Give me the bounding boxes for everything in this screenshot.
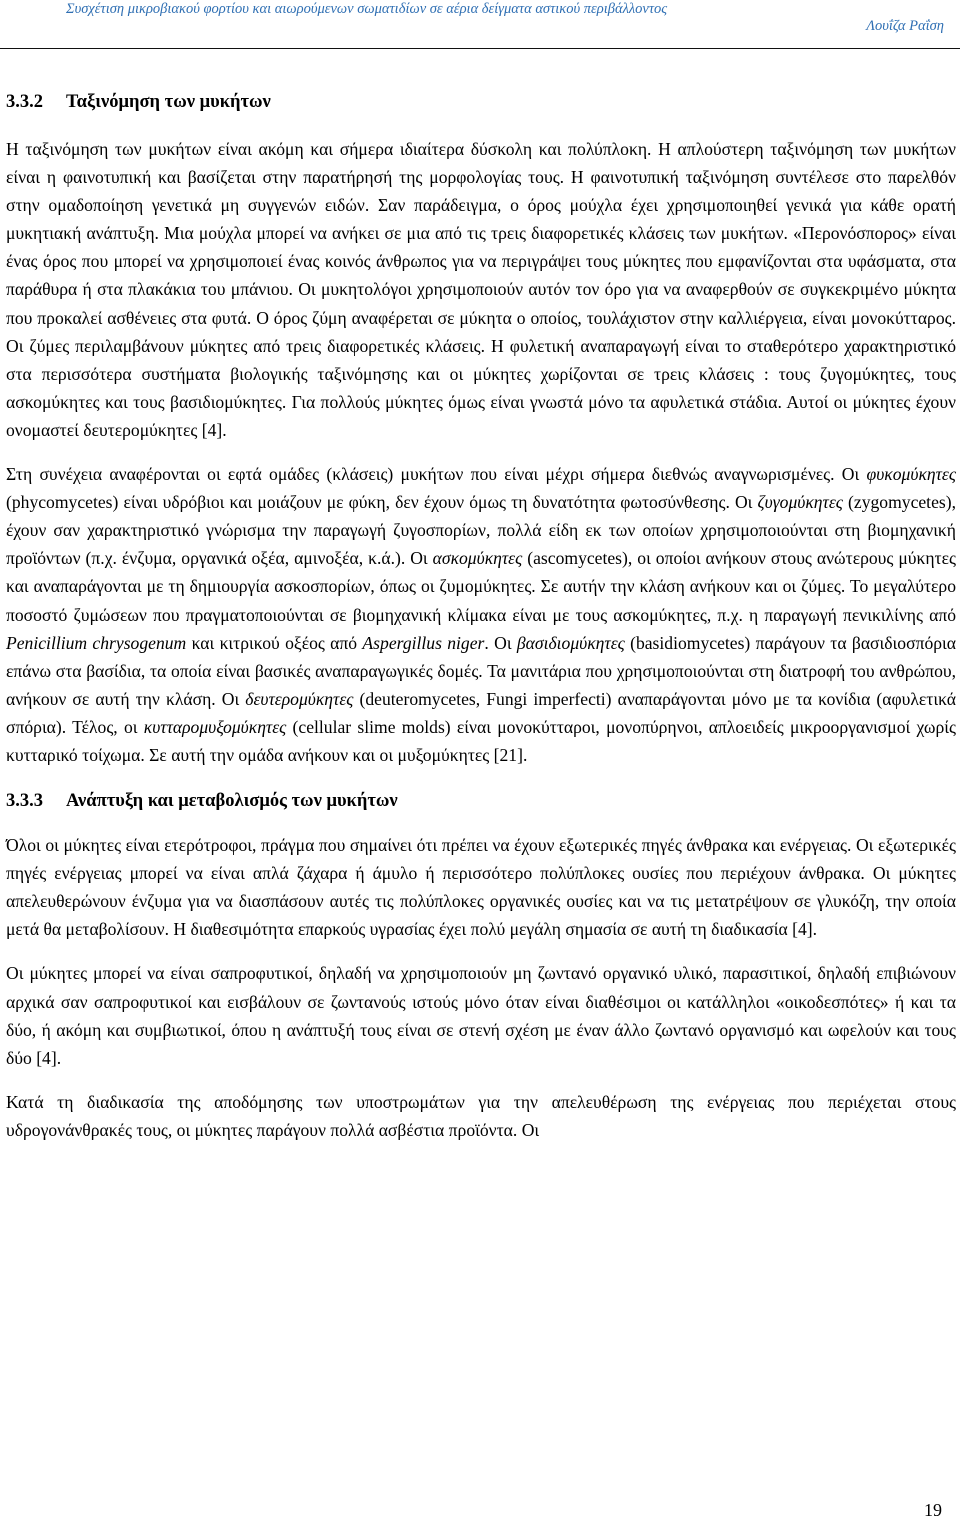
header-rule bbox=[0, 48, 960, 49]
page-number: 19 bbox=[924, 1500, 942, 1520]
paragraph-decomposition: Κατά τη διαδικασία της αποδόμησης των υποστρωμάτων για την απελευθέρωση της ενέργειας που περιέχεται στους υδρογονάνθρακές τους, οι μύκητες παράγουν πολλά ασβέστια προϊόντα. Οι bbox=[6, 1091, 956, 1140]
section-heading-3-3-2 bbox=[6, 88, 956, 116]
section-number: 3.3.3 bbox=[6, 791, 43, 812]
section-number: 3.3.2 bbox=[6, 92, 43, 112]
paragraph-saprophytes: Οι μύκητες μπορεί να είναι σαπροφυτικοί, δηλαδή να χρησιμοποιούν μη ζωντανό οργανικό υλικό, παρασιτικοί, δηλαδή επιβιώνουν αρχικά σαν σαπροφυτικοί και εισβάλουν σε ζωντανούς ιστούς μόνο όταν είναι διαθέσιμοι οι κατάλληλοι «οικοδεσπότες» ή και τα δύο, ή ακόμη και συμβιωτικοί, όπου η ανάπτυξή τους είναι σε στενή σχέση με έναν άλλο ζωντανό οργανισμό και ωφελούν και τους δύο [4]. bbox=[6, 963, 956, 1068]
section-heading-3-3-3 bbox=[6, 787, 956, 815]
running-header-author: Λουΐζα Ραΐση bbox=[866, 18, 944, 34]
running-header-title: Συσχέτιση μικροβιακού φορτίου και αιωρούμενων σωματιδίων σε αέρια δείγματα αστικού περιβάλλοντος bbox=[66, 1, 668, 17]
paragraph-heterotrophs: Όλοι οι μύκητες είναι ετερότροφοι, πράγμα που σημαίνει ότι πρέπει να έχουν εξωτερικές πηγές άνθρακα και ενέργειας. Οι εξωτερικές πηγές ενέργειας μπορεί να είναι απλά ζάχαρα ή άμυλο ή περισσότερο πολύπλοκες ουσίες που περιέχουν άνθρακα. Οι μύκητες απελευθερώνουν ένζυμα για να διασπάσουν αυτές τις πολύπλοκες οργανικές ουσίες και να τις μετατρέψουν σε γλυκόζη, την οποία μετά θα μεταβολίσουν. Η διαθεσιμότητα επαρκούς υγρασίας έχει πολύ μεγάλη σημασία σε αυτή τη διαδικασία [4]. bbox=[6, 835, 956, 940]
section-title: Ταξινόμηση των μυκήτων bbox=[66, 92, 271, 112]
paragraph-fungi-classes: Στη συνέχεια αναφέρονται οι εφτά ομάδες (κλάσεις) μυκήτων που είναι μέχρι σήμερα διεθνώς αναγνωρισμένες. Οι φυκομύκητες (phycomycetes) είναι υδρόβιοι και μοιάζουν με φύκη, δεν έχουν όμως τη δυνατότητα φωτοσύνθεσης. Οι ζυγομύκητες (zygomycetes), έχουν σαν χαρακτηριστικό γνώρισμα την παραγωγή ζυγοσπορίων, πολλά είδη εκ των οποίων χρησιμοποιούνται στη βιομηχανική προϊόντων (π.χ. ένζυμα, οργανικά οξέα, αμινοξέα, κ.ά.). Οι ασκομύκητες (ascomycetes), οι οποίοι ανήκουν στους ανώτερους μύκητες και αναπαράγονται με τη δημιουργία ασκοσπορίων, όπως οι ζυμομύκητες. Σε αυτήν την κλάση ανήκουν και οι ζύμες. Το μεγαλύτερο ποσοστό ζυμώσεων που πραγματοποιούνται σε βιομηχανική κλίμακα είναι με τους ασκομύκητες, π.χ. η παραγωγή πενικιλίνης από Penicillium chrysogenum και κιτρικού οξέος από Aspergillus niger. Οι βασιδιομύκητες (basidiomycetes) παράγουν τα βασιδιοσπόρια επάνω στα βασίδια, τα οποία είναι βασικές αναπαραγωγικές δομές. Τα μανιτάρια που χρησιμοποιούνται στη διατροφή του ανθρώπου, ανήκουν σε αυτή την κλάση. Οι δευτερομύκητες (deuteromycetes, Fungi imperfecti) αναπαράγονται μόνο με τα κονίδια (αφυλετικά σπόρια). Τέλος, οι κυτταρομυξομύκητες (cellular slime molds) είναι μονοκύτταροι, μονοπύρηνοι, απλοειδείς μικροοργανισμοί χωρίς κυτταρικό τοίχωμα. Σε αυτή την ομάδα ανήκουν και οι μυξομύκητες [21]. bbox=[6, 464, 957, 765]
section-title: Ανάπτυξη και μεταβολισμός των μυκήτων bbox=[66, 791, 398, 812]
paragraph-fungi-classification: Η ταξινόμηση των μυκήτων είναι ακόμη και σήμερα ιδιαίτερα δύσκολη και πολύπλοκη. Η απλούστερη ταξινόμηση των μυκήτων είναι η φαινοτυπική και βασίζεται στην παρατήρησή της μορφολογίας τους. Η φαινοτυπική ταξινόμηση συντέλεσε στο παρελθόν στην ομαδοποίηση γενετικά μη συγγενών ειδών. Σαν παράδειγμα, ο όρος μούχλα έχει χρησιμοποιηθεί γενικά για κάθε ορατή μυκητιακή ανάπτυξη. Μια μούχλα μπορεί να ανήκει σε μια από τις τρεις διαφορετικές κλάσεις των μυκήτων. «Περονόσπορος» είναι ένας όρος που μπορεί να χρησιμοποιεί ένας κοινός άνθρωπος για να περιγράψει τους μύκητες που εμφανίζονται στα υφάσματα, στα παράθυρα ή στα πλακάκια του μπάνιου. Οι μυκητολόγοι χρησιμοποιούν αυτόν τον όρο για να αναφερθούν σε συγκεκριμένο μύκητα που προκαλεί ασθένειες στα φυτά. Ο όρος ζύμη αναφέρεται σε μύκητα ο οποίος, τουλάχιστον στην καλλιέργεια, είναι μονοκύτταρος. Οι ζύμες περιλαμβάνουν μύκητες από τρεις διαφορετικές κλάσεις. Η φυλετική αναπαραγωγή είναι το σταθερότερο χαρακτηριστικό στα περισσότερα συστήματα βιολογικής ταξινόμησης και οι μύκητες χωρίζονται σε τρεις κλάσεις : τους ζυγομύκητες, τους ασκομύκητες και τους βασιδιομύκητες. Για πολλούς μύκητες όμως είναι γνωστά μόνο τα αφυλετικά στάδια. Αυτοί οι μύκητες έχουν ονομαστεί δευτερομύκητες [4]. bbox=[6, 139, 956, 440]
page-body bbox=[6, 88, 956, 1144]
